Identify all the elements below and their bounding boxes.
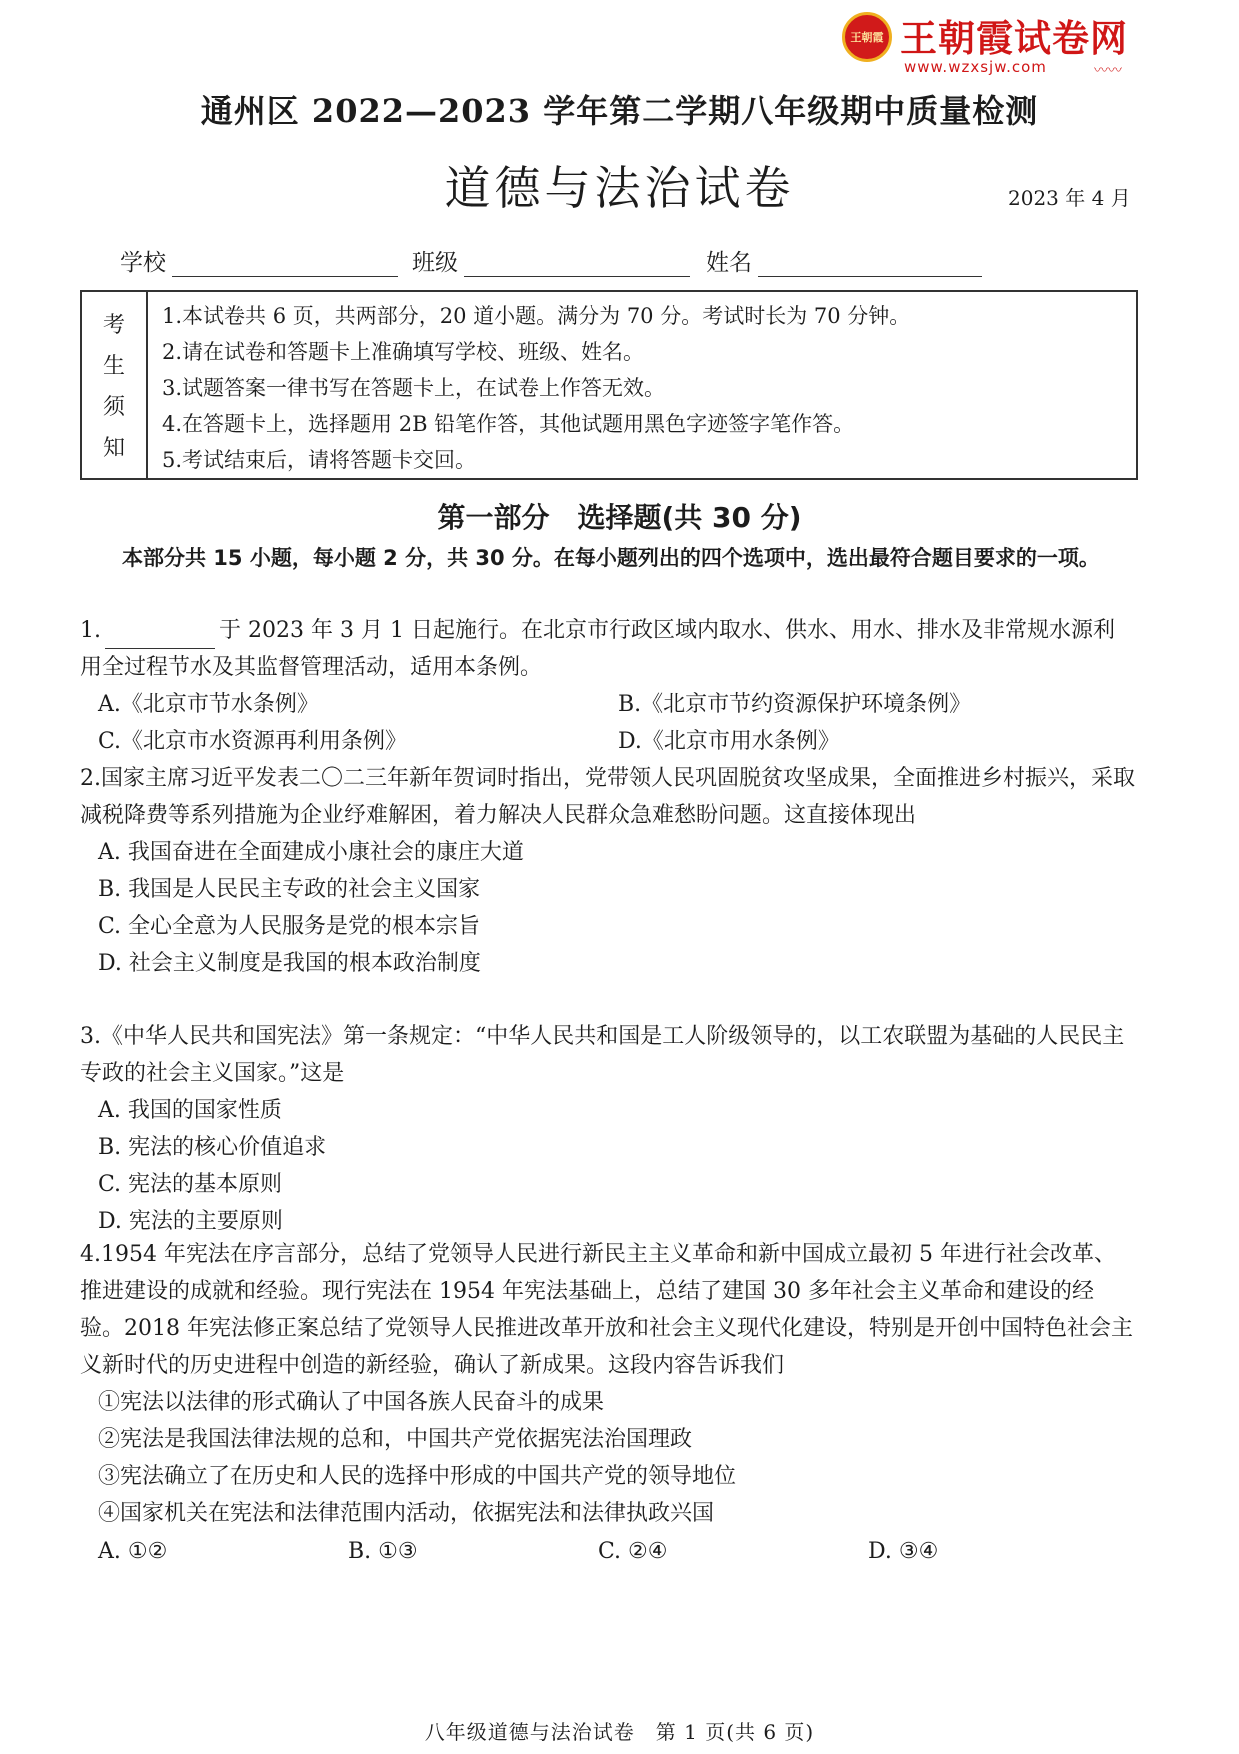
class-label: 班级 [412,250,458,276]
school-field[interactable] [120,244,398,277]
exam-notice-box [80,290,1138,480]
watermark-url: www.wzxsjw.com [904,58,1047,76]
statement-3: ③宪法确立了在历史和人民的选择中形成的中国共产党的领导地位 [98,1464,737,1489]
question-1 [80,612,1136,760]
option-b[interactable]: B.《北京市节约资源保护环境条例》 [618,692,972,717]
exam-title: 通州区 2022—2023 学年第二学期八年级期中质量检测 [200,92,1039,130]
class-field[interactable] [412,244,690,277]
watermark-logo [842,8,1162,78]
option-b[interactable]: B. 宪法的核心价值追求 [98,1135,327,1160]
part1-title: 第一部分 选择题(共 30 分) [437,501,802,534]
option-c[interactable]: C. 全心全意为人民服务是党的根本宗旨 [98,914,481,939]
question-2 [80,760,1136,982]
option-c[interactable]: C. 宪法的基本原则 [98,1172,283,1197]
notice-heading: 考 生 须 知 [82,292,148,478]
answer-blank [105,624,215,649]
notice-item: 5.考试结束后，请将答题卡交回。 [162,448,477,472]
school-line [172,250,398,277]
statement-4: ④国家机关在宪法和法律范围内活动，依据宪法和法律执政兴国 [98,1501,715,1526]
question-3 [80,1018,1136,1240]
option-b[interactable]: B. ①③ [348,1539,418,1564]
option-c[interactable]: C.《北京市水资源再利用条例》 [98,729,408,754]
notice-list [162,298,1122,478]
option-d[interactable]: D. 宪法的主要原则 [98,1209,283,1234]
exam-date: 2023 年 4 月 [1008,186,1131,210]
question-stem: 3.《中华人民共和国宪法》第一条规定：“中华人民共和国是工人阶级领导的，以工农联盟为基础的人民民主专政的社会主义国家。”这是 [80,1024,1125,1086]
question-options [80,686,1136,760]
option-d[interactable]: D.《北京市用水条例》 [618,729,840,754]
statement-1: ①宪法以法律的形式确认了中国各族人民奋斗的成果 [98,1390,605,1415]
name-field[interactable] [706,244,982,277]
question-stem: 1. 于 2023 年 3 月 1 日起施行。在北京市行政区域内取水、供水、用水、排水及非常规水源利用全过程节水及其监督管理活动，适用本条例。 [80,618,1115,680]
option-a[interactable]: A. 我国奋进在全面建成小康社会的康庄大道 [98,840,524,865]
notice-item: 1.本试卷共 6 页，共两部分，20 道小题。满分为 70 分。考试时长为 70 分钟。 [162,304,911,328]
question-4 [80,1236,1136,1572]
notice-item: 4.在答题卡上，选择题用 2B 铅笔作答，其他试题用黑色字迹签字笔作答。 [162,412,855,436]
statement-2: ②宪法是我国法律法规的总和，中国共产党依据宪法治国理政 [98,1427,693,1452]
option-a[interactable]: A. 我国的国家性质 [98,1098,282,1123]
page-footer: 八年级道德与法治试卷 第 1 页(共 6 页) [424,1720,815,1744]
seal-icon: 王朝霞 [842,12,892,62]
option-a[interactable]: A. ①② [98,1539,168,1564]
question-stem: 4.1954 年宪法在序言部分，总结了党领导人民进行新民主主义革命和新中国成立最初 5 年进行社会改革、推进建设的成就和经验。现行宪法在 1954 年宪法基础上，总结了建国 30 多年社会主义革命和建设的经验。2018 年宪法修正案总结了党领导人民推进改革开放和社会主义现代化建设，特别是开创中国特色社会主义新时代的历史进程中创造的新经验，确认了新成果。这段内容告诉我们 [80,1242,1133,1378]
student-info-fields [120,244,1120,284]
question-stem: 2.国家主席习近平发表二〇二三年新年贺词时指出，党带领人民巩固脱贫攻坚成果，全面推进乡村振兴，采取减税降费等系列措施为企业纾难解困，着力解决人民群众急难愁盼问题。这直接体现出 [80,766,1135,828]
class-line [464,250,690,277]
notice-item: 3.试题答案一律书写在答题卡上，在试卷上作答无效。 [162,376,666,400]
exam-subtitle: 道德与法治试卷 [444,161,795,215]
option-c[interactable]: C. ②④ [598,1539,668,1564]
part1-intro: 本部分共 15 小题，每小题 2 分，共 30 分。在每小题列出的四个选项中，选出最符合题目要求的一项。 [122,546,1100,570]
question-options [80,1532,1136,1572]
option-d[interactable]: D. 社会主义制度是我国的根本政治制度 [98,951,481,976]
name-label: 姓名 [706,250,752,276]
option-a[interactable]: A.《北京市节水条例》 [98,692,319,717]
option-d[interactable]: D. ③④ [868,1539,939,1564]
watermark-title: 王朝霞试卷网 [900,17,1128,60]
wave-icon: 〰〰 [1094,63,1122,79]
name-line [758,250,982,277]
option-b[interactable]: B. 我国是人民民主专政的社会主义国家 [98,877,481,902]
school-label: 学校 [120,250,166,276]
notice-item: 2.请在试卷和答题卡上准确填写学校、班级、姓名。 [162,340,645,364]
